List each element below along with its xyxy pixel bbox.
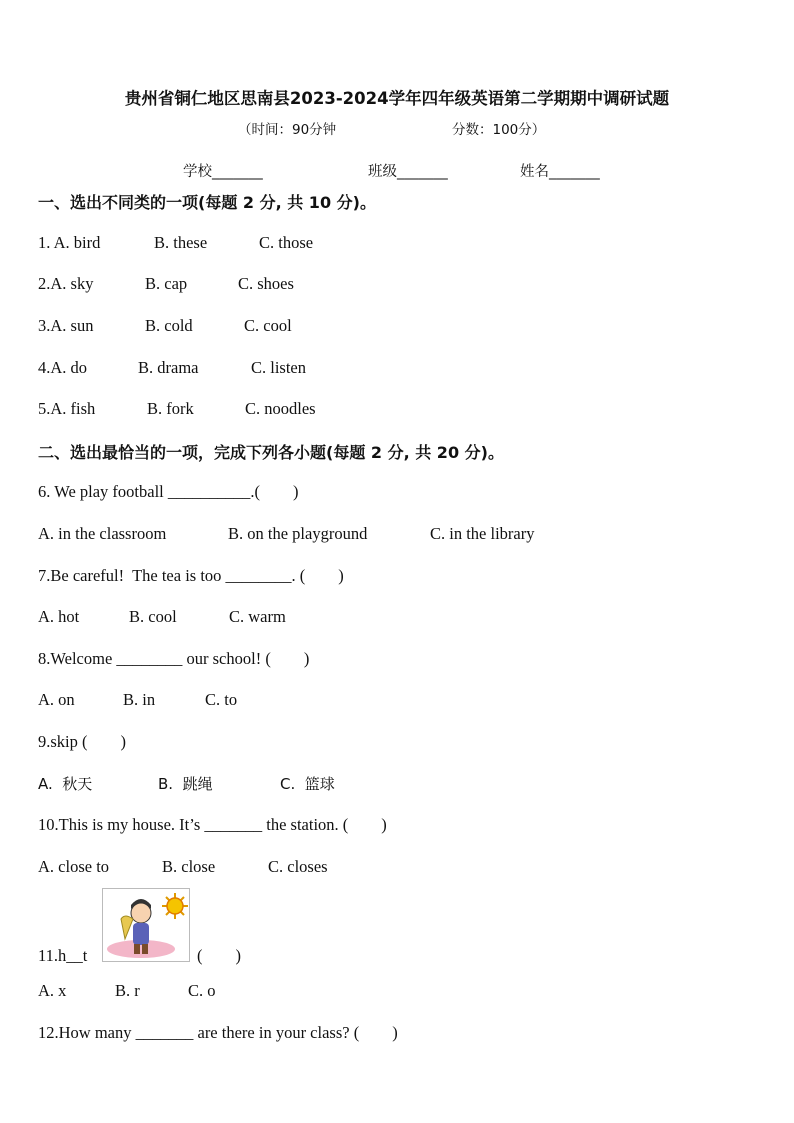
q7-option-c: C. warm [229,607,286,626]
q8-text: 8.Welcome ________ our school! ( ) [38,649,310,668]
q6-text: 6. We play football __________.( ) [38,482,299,501]
q4-option-c: C. listen [251,358,307,377]
q10-option-c: C. closes [268,857,328,876]
section2-heading: 二、选出最恰当的一项，完成下列各小题(每题 2 分, 共 20 分)。 [38,443,504,462]
q6-option-a: A. in the classroom [38,524,167,543]
q11-option-b: B. r [115,981,140,1000]
section1-heading: 一、选出不同类的一项(每题 2 分, 共 10 分)。 [38,193,376,212]
hot-weather-picture [102,888,190,962]
q11-option-c: C. o [188,981,216,1000]
q4-option-b: B. drama [138,358,199,377]
q2-option-c: C. shoes [238,274,294,293]
q1-option-c: C. those [259,233,314,252]
q11-answer-paren: ( ) [197,946,241,965]
q3-option-c: C. cool [244,316,292,335]
q5-option-c: C. noodles [245,399,316,418]
class-field: 班级_______ [368,164,448,180]
q9-option-c: C. 篮球 [280,775,335,793]
q2-option-a: 2.A. sky [38,274,94,293]
q1-option-a: 1. A. bird [38,233,101,252]
time-label: （时间：90分钟 [238,122,337,138]
q7-option-b: B. cool [129,607,177,626]
q8-option-c: C. to [205,690,238,709]
q11-text: 11.h__t [38,946,88,965]
score-label: 分数：100分） [452,122,546,138]
q8-option-b: B. in [123,690,156,709]
q11-option-a: A. x [38,981,67,1000]
q6-option-c: C. in the library [430,524,535,543]
q2-option-b: B. cap [145,274,188,293]
q3-option-a: 3.A. sun [38,316,94,335]
q12-text: 12.How many _______ are there in your class? ( ) [38,1023,398,1042]
page-title: 贵州省铜仁地区思南县2023-2024学年四年级英语第二学期期中调研试题 [124,89,670,108]
q5-option-a: 5.A. fish [38,399,96,418]
q9-option-b: B. 跳绳 [158,775,213,793]
q10-text: 10.This is my house. It’s _______ the station. ( ) [38,815,387,834]
q7-text: 7.Be careful! The tea is too ________. ( ) [38,566,344,585]
q1-option-b: B. these [154,233,208,252]
q5-option-b: B. fork [147,399,194,418]
q3-option-b: B. cold [145,316,193,335]
q6-option-b: B. on the playground [228,524,368,543]
q8-option-a: A. on [38,690,75,709]
q9-text: 9.skip ( ) [38,732,126,751]
q10-option-b: B. close [162,857,216,876]
q10-option-a: A. close to [38,857,110,876]
q4-option-a: 4.A. do [38,358,88,377]
q9-option-a: A. 秋天 [38,775,93,793]
q7-option-a: A. hot [38,607,80,626]
boy-fanning-sun-icon [103,889,189,961]
name-field: 姓名_______ [520,164,600,180]
school-field: 学校_______ [183,164,263,180]
